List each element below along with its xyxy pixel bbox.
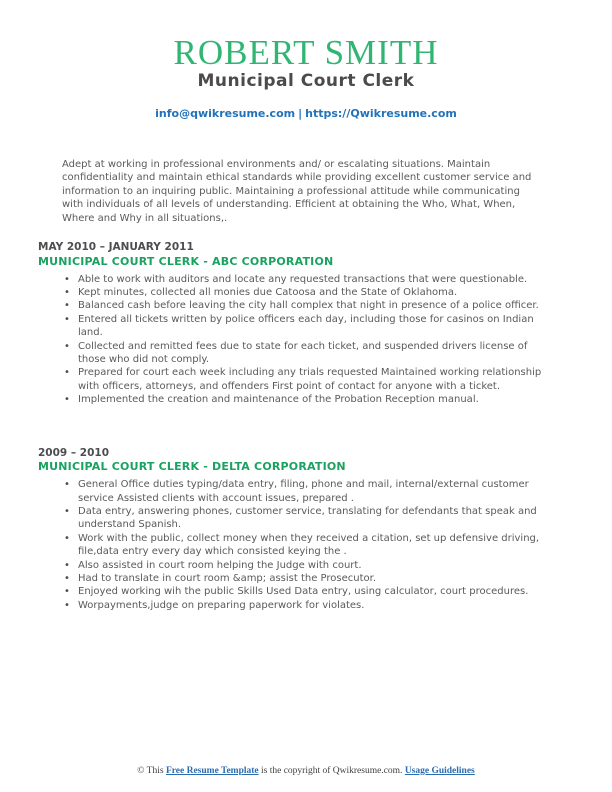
bullet-item: • Kept minutes, collected all monies due Catoosa and the State of Oklahoma. — [78, 286, 556, 299]
copyright-footer — [0, 766, 612, 776]
resume-header — [0, 34, 612, 120]
footer-text-middle: is the copyright of Qwikresume.com. — [258, 766, 405, 776]
bullet-item: • Able to work with auditors and locate any requested transactions that were questionable. — [78, 273, 556, 286]
bullet-item: • Enjoyed working wih the public Skills Used Data entry, using calculator, court procedures. — [78, 585, 556, 598]
job-dates: 2009 – 2010 — [38, 446, 110, 459]
bullet-item: • Implemented the creation and maintenance of the Probation Reception manual. — [78, 393, 556, 406]
contact-separator: | — [298, 107, 303, 120]
bullet-item: • Collected and remitted fees due to state for each ticket, and suspended drivers license of those who did not comply. — [78, 340, 556, 367]
bullet-item: • Had to translate in court room &amp; assist the Prosecutor. — [78, 572, 556, 585]
bullet-item: • General Office duties typing/data entry, filing, phone and mail, internal/external customer service Assisted clients with account issues, prepared . — [78, 478, 556, 505]
candidate-name: ROBERT SMITH — [173, 33, 439, 72]
bullet-item: • Worpayments,judge on preparing paperwork for violates. — [78, 599, 556, 612]
job-dates: MAY 2010 – JANUARY 2011 — [38, 241, 194, 254]
footer-text-prefix: © This — [137, 766, 166, 776]
email-link[interactable]: info@qwikresume.com — [155, 107, 296, 120]
bullet-item: • Prepared for court each week including any trials requested Maintained working relationship with officers, attorneys, and offenders First point of contact for anyone with a ticket. — [78, 366, 556, 393]
summary-paragraph: Adept at working in professional environments and/ or escalating situations. Maintain confidentiality and maintain ethical standards while providing excellent customer service and information to an inquiring public. Maintaining a professional attitude while communicating with individuals of all levels of understanding. Efficient at obtaining the Who, What, When, Where and Why in all situations,. — [62, 159, 532, 224]
bullet-item: • Also assisted in court room helping the Judge with court. — [78, 559, 556, 572]
free-resume-template-link[interactable]: Free Resume Template — [165, 766, 259, 776]
bullet-item: • Entered all tickets written by police officers each day, including those for casinos on Indian land. — [78, 313, 556, 340]
bullet-item: • Balanced cash before leaving the city hall complex that night in presence of a police officer. — [78, 299, 556, 312]
job-bullet-list — [38, 273, 556, 407]
usage-guidelines-link[interactable]: Usage Guidelines — [404, 766, 475, 776]
contact-line — [0, 107, 612, 120]
bullet-item: • Work with the public, collect money when they received a citation, set up defensive driving, file,data entry every day which consisted keying the . — [78, 532, 556, 559]
experience-section-1 — [38, 241, 560, 407]
website-link[interactable]: https://Qwikresume.com — [305, 107, 457, 120]
job-heading: MUNICIPAL COURT CLERK - DELTA CORPORATION — [38, 460, 346, 474]
job-bullet-list — [38, 478, 556, 612]
bullet-item: • Data entry, answering phones, customer service, translating for defendants that speak and understand Spanish. — [78, 505, 556, 532]
job-heading: MUNICIPAL COURT CLERK - ABC CORPORATION — [38, 254, 334, 268]
experience-section-2 — [38, 447, 560, 613]
candidate-title: Municipal Court Clerk — [197, 71, 415, 91]
